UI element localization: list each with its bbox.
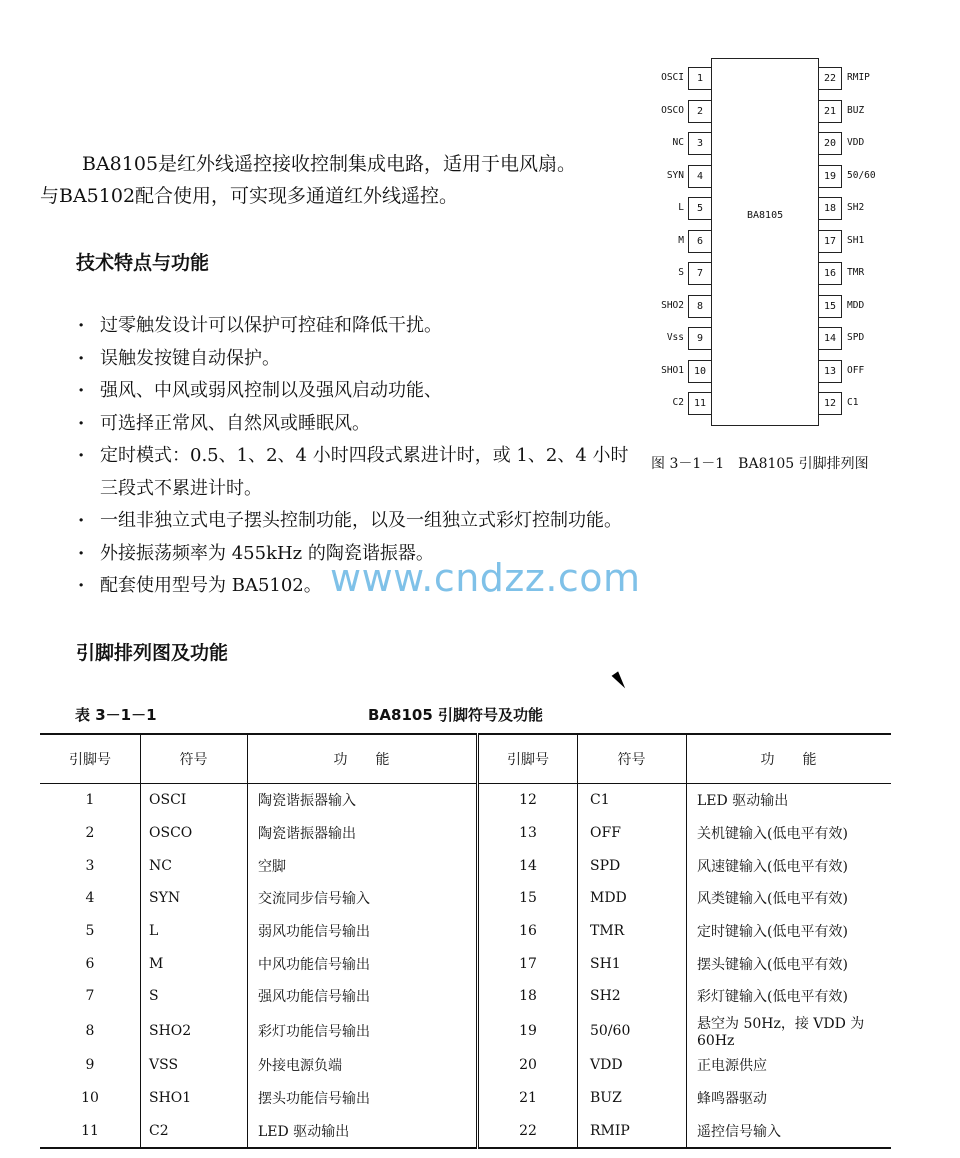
pin-number-cell: 10: [81, 1089, 99, 1106]
function-cell: 彩灯键输入(低电平有效): [687, 980, 892, 1013]
table-row: [40, 817, 891, 850]
feature-item: · 外接振荡频率为 455kHz 的陶瓷谐振器。: [76, 538, 736, 571]
pin-number-cell: 14: [478, 849, 578, 882]
section-title-pins: 引脚排列图及功能: [76, 642, 229, 664]
table-row: [40, 980, 891, 1013]
function-cell: 正电源供应: [687, 1049, 892, 1082]
chip-pin-label: OSCI: [661, 72, 684, 83]
symbol-cell: OFF: [578, 817, 687, 850]
symbol-cell: SHO1: [141, 1082, 248, 1115]
chip-pin-number: 12: [818, 392, 842, 415]
table-row: [40, 882, 891, 915]
chip-pin-number: 21: [818, 100, 842, 123]
chip-pin-label: MDD: [847, 299, 865, 311]
function-cell: 强风功能信号输出: [248, 980, 478, 1013]
header-symbol: 符号: [141, 734, 248, 784]
pin-number-cell: 15: [478, 882, 578, 915]
function-cell: 摆头键输入(低电平有效): [687, 947, 892, 980]
intro-line-2: 与BA5102配合使用，可实现多通道红外线遥控。: [40, 185, 459, 207]
section-title-features: 技术特点与功能: [76, 252, 210, 274]
table-row: [40, 915, 891, 948]
pin-number-cell: 7: [85, 988, 95, 1005]
chip-pin-label: C1: [847, 397, 859, 408]
chip-pin-label: C2: [672, 397, 684, 408]
chip-pin-number: 16: [818, 262, 842, 285]
chip-pin-number: 3: [688, 132, 712, 155]
function-cell: 风速键输入(低电平有效): [687, 849, 892, 882]
function-cell: 悬空为 50Hz，接 VDD 为 60Hz: [687, 1013, 892, 1049]
chip-pin-number: 14: [818, 327, 842, 350]
function-cell: 关机键输入(低电平有效): [687, 817, 892, 850]
chip-pin-number: 17: [818, 230, 842, 253]
pin-number-cell: 3: [85, 857, 95, 874]
chip-pin-number: 22: [818, 67, 842, 90]
symbol-cell: OSCO: [141, 817, 248, 850]
pin-number-cell: 12: [478, 784, 578, 817]
symbol-cell: S: [141, 980, 248, 1013]
feature-item: · 配套使用型号为 BA5102。: [76, 570, 736, 603]
chip-pin-label: OFF: [847, 364, 865, 376]
cursor-arrow-icon: [612, 671, 629, 690]
chip-pin-label: VDD: [847, 137, 865, 148]
chip-pin-number: 9: [688, 327, 712, 350]
symbol-cell: 50/60: [578, 1013, 687, 1049]
chip-pin-label: BUZ: [847, 104, 865, 116]
function-cell: 定时键输入(低电平有效): [687, 915, 892, 948]
chip-pin-label: S: [678, 267, 684, 278]
pin-number-cell: 22: [478, 1114, 578, 1148]
pin-number-cell: 9: [85, 1057, 95, 1074]
function-cell: 中风功能信号输出: [248, 947, 478, 980]
header-pin-number: 引脚号: [478, 734, 578, 784]
symbol-cell: TMR: [578, 915, 687, 948]
table-header-row: [40, 734, 891, 784]
table-row: [40, 1013, 891, 1049]
table-row: [40, 849, 891, 882]
function-cell: LED 驱动输出: [248, 1114, 478, 1148]
pin-number-cell: 21: [478, 1082, 578, 1115]
chip-pin-label: SH2: [847, 202, 865, 213]
chip-pin-number: 19: [818, 165, 842, 188]
pin-number-cell: 11: [40, 1114, 141, 1148]
function-cell: 空脚: [248, 849, 478, 882]
function-cell: 遥控信号输入: [687, 1114, 892, 1148]
chip-pin-label: SPD: [847, 332, 865, 343]
chip-pin-label: 50/60: [847, 169, 876, 181]
function-cell: LED 驱动输出: [687, 784, 892, 817]
table-row: [40, 947, 891, 980]
chip-caption: 图 3－1－1 BA8105 引脚排列图: [651, 456, 869, 472]
symbol-cell: NC: [141, 849, 248, 882]
chip-body: [711, 58, 819, 426]
watermark: www.cndzz.com: [330, 556, 641, 600]
function-cell: 交流同步信号输入: [248, 882, 478, 915]
symbol-cell: C1: [578, 784, 687, 817]
feature-item: · 一组非独立式电子摆头控制功能，以及一组独立式彩灯控制功能。: [76, 505, 736, 538]
symbol-cell: BUZ: [578, 1082, 687, 1115]
chip-pin-label: M: [678, 234, 684, 246]
symbol-cell: SH2: [578, 980, 687, 1013]
chip-pin-number: 10: [688, 360, 712, 383]
table-row: [40, 784, 891, 817]
symbol-cell: SHO2: [141, 1013, 248, 1049]
pin-number-cell: 1: [85, 792, 95, 809]
symbol-cell: SYN: [141, 882, 248, 915]
function-cell: 陶瓷谐振器输入: [248, 784, 478, 817]
table-caption-id: 表 3－1－1: [75, 706, 157, 724]
symbol-cell: OSCI: [141, 784, 248, 817]
header-symbol: 符号: [578, 734, 687, 784]
pin-number-cell: 16: [478, 915, 578, 948]
chip-pin-label: RMIP: [847, 72, 870, 83]
symbol-cell: SH1: [578, 947, 687, 980]
chip-pin-number: 1: [688, 67, 712, 90]
pin-number-cell: 4: [85, 890, 95, 907]
intro-paragraph: [40, 148, 650, 212]
chip-pin-number: 4: [688, 165, 712, 188]
chip-pin-number: 15: [818, 295, 842, 318]
chip-pin-label: SHO2: [661, 299, 684, 311]
pin-number-cell: 20: [478, 1049, 578, 1082]
feature-item: · 定时模式：0.5、1、2、4 小时四段式累进计时，或 1、2、4 小时三段式不累进计时。: [76, 440, 640, 505]
function-cell: 陶瓷谐振器输出: [248, 817, 478, 850]
chip-pin-number: 6: [688, 230, 712, 253]
table-row: [40, 1049, 891, 1082]
chip-pin-label: SYN: [666, 169, 684, 181]
header-function: 功 能: [687, 734, 892, 784]
pin-number-cell: 13: [478, 817, 578, 850]
chip-pin-number: 2: [688, 100, 712, 123]
pin-number-cell: 6: [85, 955, 95, 972]
feature-item: · 过零触发设计可以保护可控硅和降低干扰。: [76, 310, 736, 343]
header-function: 功 能: [248, 734, 478, 784]
chip-pin-label: SHO1: [661, 364, 684, 376]
feature-item: · 强风、中风或弱风控制以及强风启动功能、: [76, 375, 736, 408]
function-cell: 彩灯功能信号输出: [248, 1013, 478, 1049]
symbol-cell: SPD: [578, 849, 687, 882]
chip-pin-label: NC: [672, 137, 684, 148]
chip-pin-number: 8: [688, 295, 712, 318]
chip-pin-number: 5: [688, 197, 712, 220]
symbol-cell: C2: [141, 1114, 248, 1148]
pin-number-cell: 18: [478, 980, 578, 1013]
symbol-cell: RMIP: [578, 1114, 687, 1148]
chip-pin-number: 18: [818, 197, 842, 220]
pin-number-cell: 17: [478, 947, 578, 980]
pin-number-cell: 2: [85, 825, 95, 842]
chip-pin-label: Vss: [666, 332, 684, 343]
feature-item: · 可选择正常风、自然风或睡眠风。: [76, 408, 736, 441]
pin-function-table: [40, 733, 891, 1149]
feature-item: · 误触发按键自动保护。: [76, 343, 736, 376]
pin-number-cell: 19: [478, 1013, 578, 1049]
chip-pin-number: 20: [818, 132, 842, 155]
table-row: [40, 1114, 891, 1148]
symbol-cell: VSS: [141, 1049, 248, 1082]
symbol-cell: M: [141, 947, 248, 980]
pin-number-cell: 5: [85, 923, 95, 940]
function-cell: 外接电源负端: [248, 1049, 478, 1082]
function-cell: 风类键输入(低电平有效): [687, 882, 892, 915]
function-cell: 弱风功能信号输出: [248, 915, 478, 948]
intro-line-1: BA8105是红外线遥控接收控制集成电路，适用于电风扇。: [82, 153, 577, 175]
symbol-cell: MDD: [578, 882, 687, 915]
pin-number-cell: 8: [85, 1022, 95, 1039]
chip-pin-number: 11: [688, 392, 712, 415]
symbol-cell: L: [141, 915, 248, 948]
chip-pin-label: SH1: [847, 234, 865, 246]
header-pin-number: 引脚号: [40, 734, 141, 784]
chip-pin-label: OSCO: [661, 104, 684, 116]
chip-pin-number: 13: [818, 360, 842, 383]
chip-pin-label: L: [678, 202, 684, 213]
table-row: [40, 1082, 891, 1115]
chip-name: BA8105: [747, 210, 784, 221]
chip-pin-number: 7: [688, 262, 712, 285]
chip-pin-label: TMR: [847, 267, 865, 278]
function-cell: 蜂鸣器驱动: [687, 1082, 892, 1115]
table-title: BA8105 引脚符号及功能: [368, 706, 544, 724]
symbol-cell: VDD: [578, 1049, 687, 1082]
function-cell: 摆头功能信号输出: [248, 1082, 478, 1115]
